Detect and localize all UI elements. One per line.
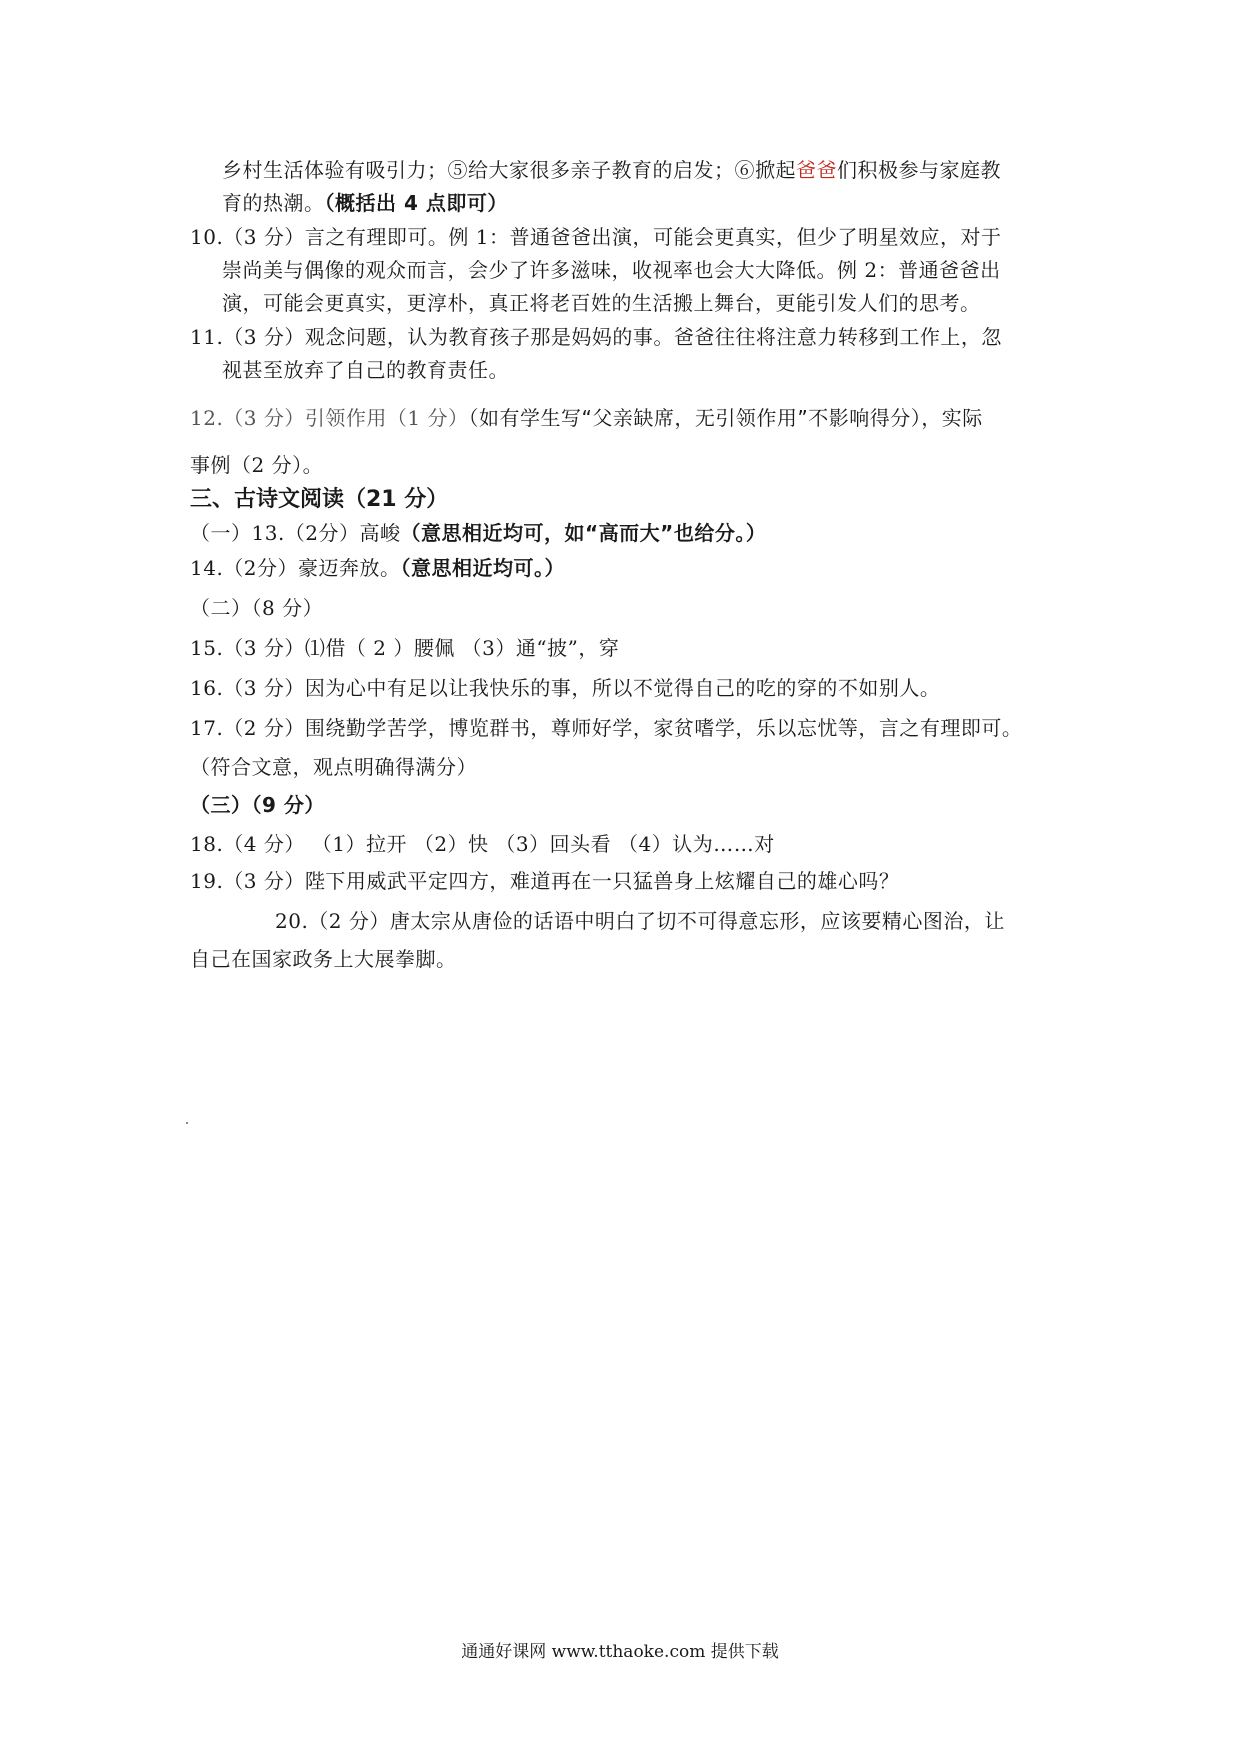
q17-line-1: 17.（2 分）围绕勤学苦学，博览群书，尊师好学，家贫嗜学，乐以忘忧等，言之有理即可。	[190, 716, 1023, 740]
q14-answer: 14.（2分）豪迈奔放。	[190, 556, 401, 580]
q14-line	[190, 553, 565, 583]
q11-line-2: 视甚至放弃了自己的教育责任。	[222, 358, 509, 382]
q16-line: 16.（3 分）因为心中有足以让我快乐的事，所以不觉得自己的吃的穿的不如别人。	[190, 676, 941, 700]
q13-scoring-note: （意思相近均可，如“高而大”也给分。）	[400, 521, 767, 545]
q12-answer: 12.（3 分）引领作用（1 分）	[190, 406, 469, 430]
part-3-heading: （三）（9 分）	[190, 793, 325, 817]
q9-line-2	[222, 188, 508, 218]
q20-line-2: 自己在国家政务上大展拳脚。	[190, 947, 457, 971]
q9-line-1	[222, 155, 1001, 185]
q9-line-2-text: 育的热潮。	[222, 191, 325, 215]
q11-line-1: 11.（3 分）观念问题，认为教育孩子那是妈妈的事。爸爸往往将注意力转移到工作上，忽	[190, 325, 1002, 349]
q12-scoring-note: （如有学生写“父亲缺席，无引领作用”不影响得分），实际	[468, 406, 983, 430]
q12-line-1	[190, 403, 983, 433]
q17-line-2: （符合文意，观点明确得满分）	[190, 755, 477, 779]
q9-line-1-text-b: 们积极参与家庭教	[837, 158, 1001, 182]
part-2-heading: （二）（8 分）	[190, 596, 324, 620]
q9-scoring-note: （概括出 4 点即可）	[324, 191, 508, 215]
q9-line-1-text-a: 乡村生活体验有吸引力；⑤给大家很多亲子教育的启发；⑥掀起	[222, 158, 796, 182]
section-heading: 三、古诗文阅读（21 分）	[190, 487, 449, 512]
q13-answer: （一）13.（2分）高峻	[190, 521, 401, 545]
q15-line: 15.（3 分）⑴借（ 2 ）腰佩 （3）通“披”，穿	[190, 636, 620, 660]
footer-credit: 通通好课网 www.tthaoke.com 提供下载	[461, 1642, 779, 1662]
q10-line-3: 演，可能会更真实，更淳朴，真正将老百姓的生活搬上舞台，更能引发人们的思考。	[222, 291, 981, 315]
q13-line	[190, 518, 766, 548]
q9-line-1-highlight: 爸爸	[796, 158, 837, 182]
q12-line-2: 事例（2 分）。	[190, 453, 324, 477]
q10-line-1: 10.（3 分）言之有理即可。例 1：普通爸爸出演，可能会更真实，但少了明星效应，对于	[190, 225, 1002, 249]
q19-line: 19.（3 分）陛下用威武平定四方，难道再在一只猛兽身上炫耀自己的雄心吗？	[190, 869, 900, 893]
q18-line: 18.（4 分） （1）拉开 （2）快 （3）回头看 （4）认为……对	[190, 832, 775, 856]
q10-line-2: 崇尚美与偶像的观众而言，会少了许多滋味，收视率也会大大降低。例 2：普通爸爸出	[222, 258, 1001, 282]
q14-scoring-note: （意思相近均可。）	[400, 556, 566, 580]
scan-speck	[186, 1122, 188, 1124]
q20-line-1: 20.（2 分）唐太宗从唐俭的话语中明白了切不可得意忘形，应该要精心图治，让	[275, 909, 1005, 933]
